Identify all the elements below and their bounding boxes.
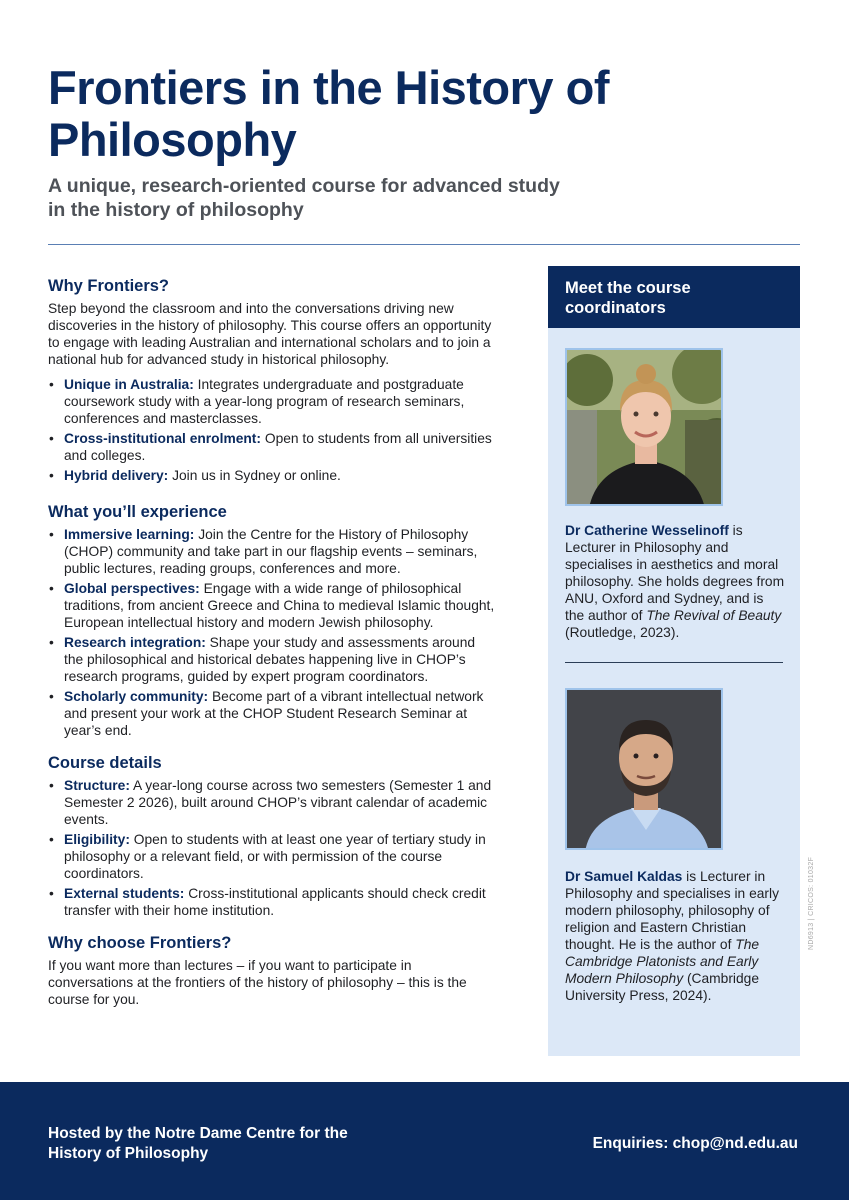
list-item [48,580,498,631]
bio-text: (Cambridge University Press, 2024). [565,971,760,1003]
header-divider [48,244,800,245]
list-item [48,885,498,919]
bullet-label: Research integration: [64,635,206,650]
coordinator-bio-kaldas [565,868,785,1004]
page-subtitle: A unique, research-oriented course for advanced study in the history of philosophy [48,175,560,221]
bullet-text: Join the Centre for the History of Philosophy (CHOP) community and take part in our flagship events – seminars, public lectures, reading groups, conferences and more. [64,527,478,576]
list-item [48,526,498,577]
page-title: Frontiers in the History of Philosophy [48,61,609,166]
bullet-label: Structure: [64,778,130,793]
bio-text: is Lecturer in Philosophy and specialises in early modern philosophy, philosophy of religion and Eastern Christian thought. He is the author of [565,869,779,952]
bullet-list [48,777,498,919]
bullet-label: Hybrid delivery: [64,468,169,483]
bullet-text: Open to students from all universities and colleges. [64,431,492,463]
bullet-text: Open to students with at least one year of tertiary study in philosophy or a relevant field, or with permission of the course coordinators. [64,832,486,881]
footer-bar [0,1082,849,1200]
list-item [48,634,498,685]
bullet-label: Global perspectives: [64,581,200,596]
bullet-list [48,376,498,484]
list-item [48,467,498,484]
section-why-frontiers [48,276,498,484]
section-heading: Why Frontiers? [48,277,170,295]
list-item [48,430,498,464]
cricos-code: ND6913 | CRICOS: 01032F [808,856,815,950]
section-text: If you want more than lectures – if you want to participate in conversations at the frontiers of the history of philosophy – this is the course for you. [48,958,467,1007]
bullet-label: Cross-institutional enrolment: [64,431,261,446]
footer-enquiries[interactable]: Enquiries: chop@nd.edu.au [592,1135,798,1152]
list-item [48,688,498,739]
coordinator-name: Dr Catherine Wesselinoff [565,523,729,538]
bullet-text: Join us in Sydney or online. [168,468,341,483]
book-title: The Revival of Beauty [646,608,782,623]
bullet-text: Engage with a wide range of philosophical traditions, from ancient Greece and China to medieval Islamic thought, European intellectual history and modern Jewish philosophy. [64,581,495,630]
bio-text: is Lecturer in Philosophy and specialises in aesthetics and moral philosophy. She holds degrees from ANU, Oxford and Sydney, and is the author of [565,523,785,623]
coordinator-photo-wesselinoff [565,348,723,506]
coordinator-divider [565,662,783,663]
main-content [48,276,498,1026]
portrait-image [567,690,723,850]
section-experience [48,502,498,739]
section-course-details [48,753,498,919]
list-item [48,777,498,828]
section-heading: What you’ll experience [48,503,227,521]
bullet-text: Cross-institutional applicants should check credit transfer with their home institution. [64,886,486,918]
bullet-label: Eligibility: [64,832,130,847]
bullet-text: A year-long course across two semesters (Semester 1 and Semester 2 2026), built around CHOP’s vibrant calendar of academic events. [64,778,492,827]
section-heading: Why choose Frontiers? [48,934,232,952]
coordinator-bio-wesselinoff [565,522,785,641]
section-heading: Course details [48,754,162,772]
coordinator-photo-kaldas [565,688,723,850]
bullet-label: Scholarly community: [64,689,209,704]
portrait-image [567,350,723,506]
bullet-label: Unique in Australia: [64,377,194,392]
bullet-text: Shape your study and assessments around the philosophical and historical debates happening live in CHOP’s research programs, guided by expert program coordinators. [64,635,476,684]
book-title: The Cambridge Platonists and Early Modern Philosophy [565,937,760,986]
section-intro: Step beyond the classroom and into the conversations driving new discoveries in the history of philosophy. This course offers an opportunity to engage with leading Australian and international scholars and to join a national hub for advanced study in historical philosophy. [48,301,492,367]
coordinator-name: Dr Samuel Kaldas [565,869,683,884]
bio-text: (Routledge, 2023). [565,625,680,640]
coordinators-panel [548,266,800,1056]
footer-host-text: Hosted by the Notre Dame Centre for the History of Philosophy [48,1125,348,1162]
bullet-text: Become part of a vibrant intellectual network and present your work at the CHOP Student Research Seminar at year’s end. [64,689,484,738]
bullet-list [48,526,498,739]
coordinators-heading: Meet the course coordinators [548,266,800,328]
bullet-text: Integrates undergraduate and postgraduate coursework study with a year-long program of research seminars, conferences and masterclasses. [64,377,465,426]
bullet-label: Immersive learning: [64,527,195,542]
list-item [48,831,498,882]
bullet-label: External students: [64,886,185,901]
section-why-choose [48,933,498,1008]
list-item [48,376,498,427]
